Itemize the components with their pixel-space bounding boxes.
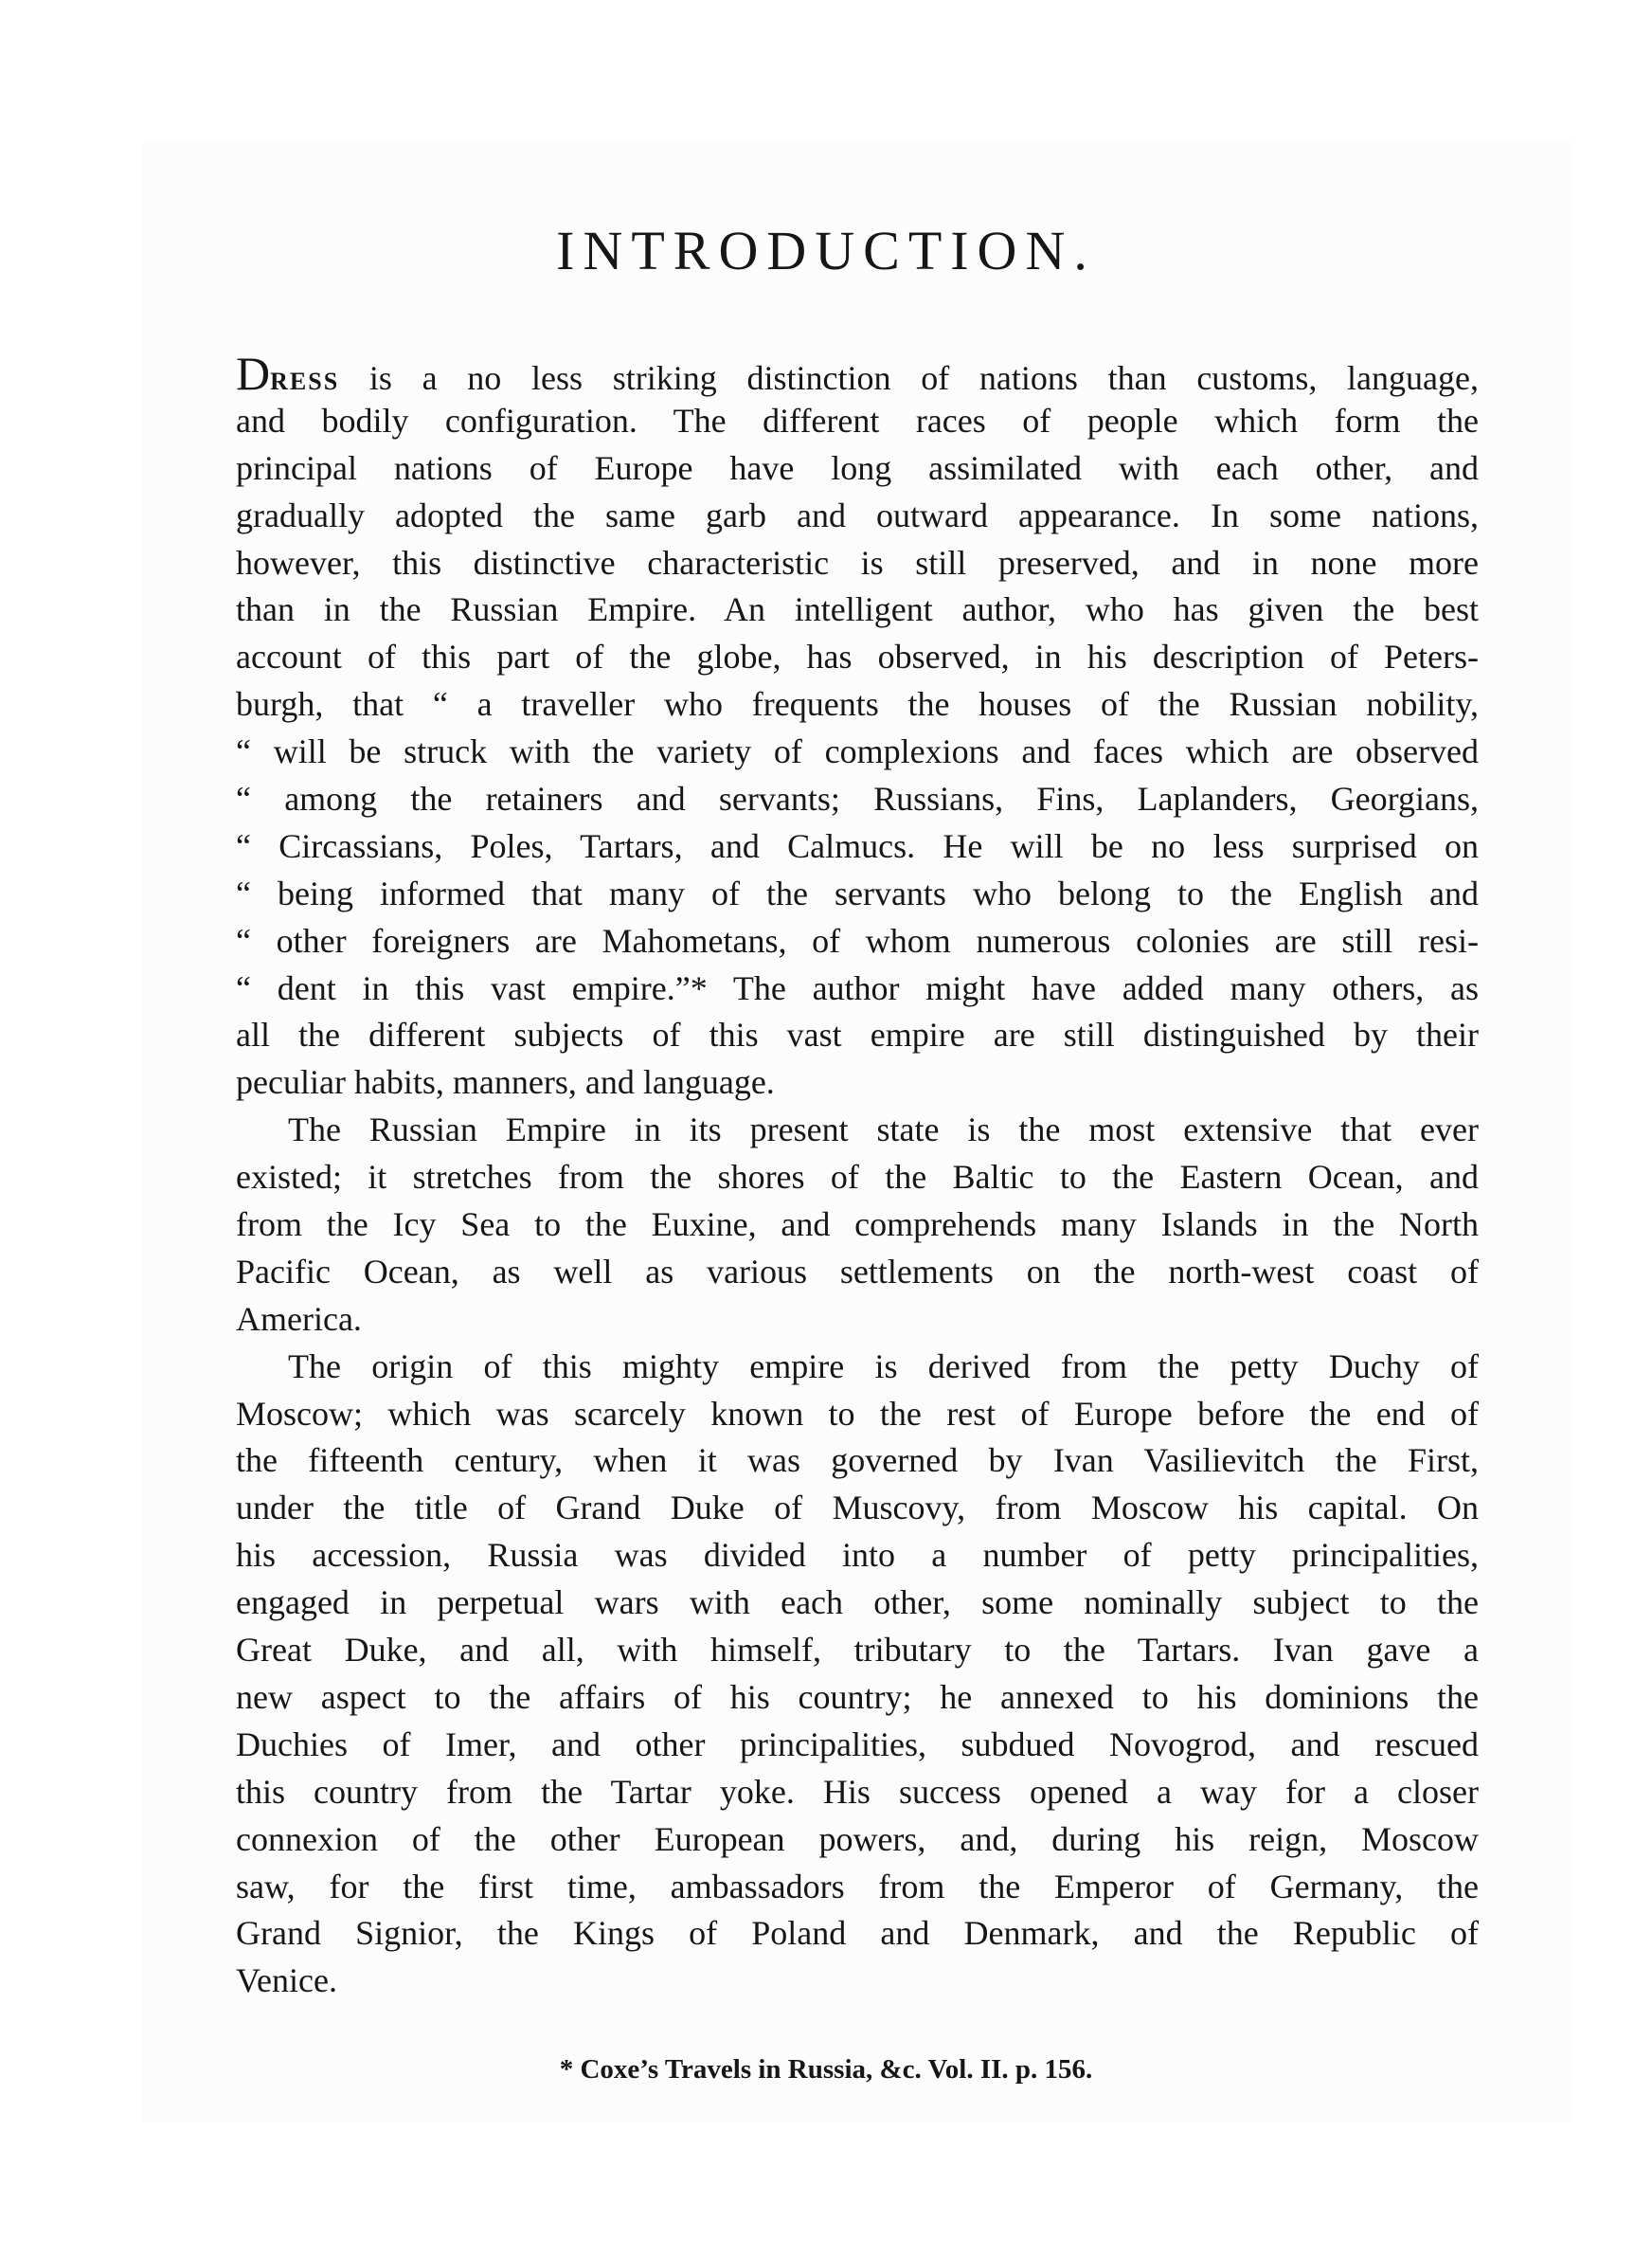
text-line: connexion of the other European powers, and, during his reign, Moscow [236,1819,1479,1858]
text-line: saw, for the first time, ambassadors from the Emperor of Germany, the [236,1867,1479,1905]
text-line: and bodily configuration. The different races of people which form the [236,401,1479,440]
text-line: The origin of this mighty empire is derived from the petty Duchy of [288,1346,1479,1385]
text-line: Pacific Ocean, as well as various settlements on the north-west coast of [236,1252,1479,1291]
text-line: Grand Signior, the Kings of Poland and Denmark, and the Republic of [236,1914,1479,1953]
text-line: The Russian Empire in its present state is the most extensive that ever [288,1110,1479,1149]
text-line: than in the Russian Empire. An intelligent author, who has given the best [236,590,1479,629]
text-line: account of this part of the globe, has observed, in his description of Peters- [236,638,1479,677]
text-line: all the different subjects of this vast empire are still distinguished by their [236,1016,1479,1055]
text-line: Venice. [236,1961,337,2000]
text-line: this country from the Tartar yoke. His success opened a way for a closer [236,1772,1479,1811]
text-line: under the title of Grand Duke of Muscovy, from Moscow his capital. On [236,1489,1479,1527]
text-line: Duchies of Imer, and other principalities, subdued Novogrod, and rescued [236,1724,1479,1763]
text-line: gradually adopted the same garb and outward appearance. In some nations, [236,496,1479,534]
text-line: the fifteenth century, when it was governed by Ivan Vasilievitch the First, [236,1441,1479,1480]
body-text [236,347,1479,2005]
text-line: America. [236,1299,362,1338]
small-caps: RESS [270,368,340,395]
text-line: “ dent in this vast empire.”* The author might have added many others, as [236,968,1479,1007]
text-line: however, this distinctive characteristic is still preserved, and in none more [236,543,1479,582]
paragraph [236,347,1479,1107]
text-line: existed; it stretches from the shores of the Baltic to the Eastern Ocean, and [236,1158,1479,1197]
text-line: burgh, that “ a traveller who frequents the houses of the Russian nobility, [236,685,1479,724]
footnote: * Coxe’s Travels in Russia, &c. Vol. II. p. 156. [559,2054,1093,2085]
text-line: his accession, Russia was divided into a number of petty principalities, [236,1536,1479,1575]
text-line: Great Duke, and all, with himself, tributary to the Tartars. Ivan gave a [236,1631,1479,1670]
text-line: from the Icy Sea to the Euxine, and comprehends many Islands in the North [236,1205,1479,1244]
paragraph [236,1107,1479,1343]
text-line: engaged in perpetual wars with each other, some nominally subject to the [236,1583,1479,1622]
text-line: new aspect to the affairs of his country; he annexed to his dominions the [236,1677,1479,1716]
paragraph [236,1344,1479,2005]
text-line: principal nations of Europe have long assimilated with each other, and [236,448,1479,487]
text-line: “ will be struck with the variety of complexions and faces which are observed [236,732,1479,771]
page-title: INTRODUCTION. [556,219,1096,281]
text-line: DRESS is a no less striking distinction of nations than customs, language, [236,347,1479,400]
text-line: “ other foreigners are Mahometans, of whom numerous colonies are still resi- [236,921,1479,960]
text-line: “ Circassians, Poles, Tartars, and Calmucs. He will be no less surprised on [236,826,1479,865]
text-line: “ being informed that many of the servants who belong to the English and [236,874,1479,912]
drop-cap: D [236,347,271,400]
text-line: “ among the retainers and servants; Russians, Fins, Laplanders, Georgians, [236,780,1479,819]
text-line: Moscow; which was scarcely known to the rest of Europe before the end of [236,1394,1479,1433]
text-line: peculiar habits, manners, and language. [236,1063,775,1102]
